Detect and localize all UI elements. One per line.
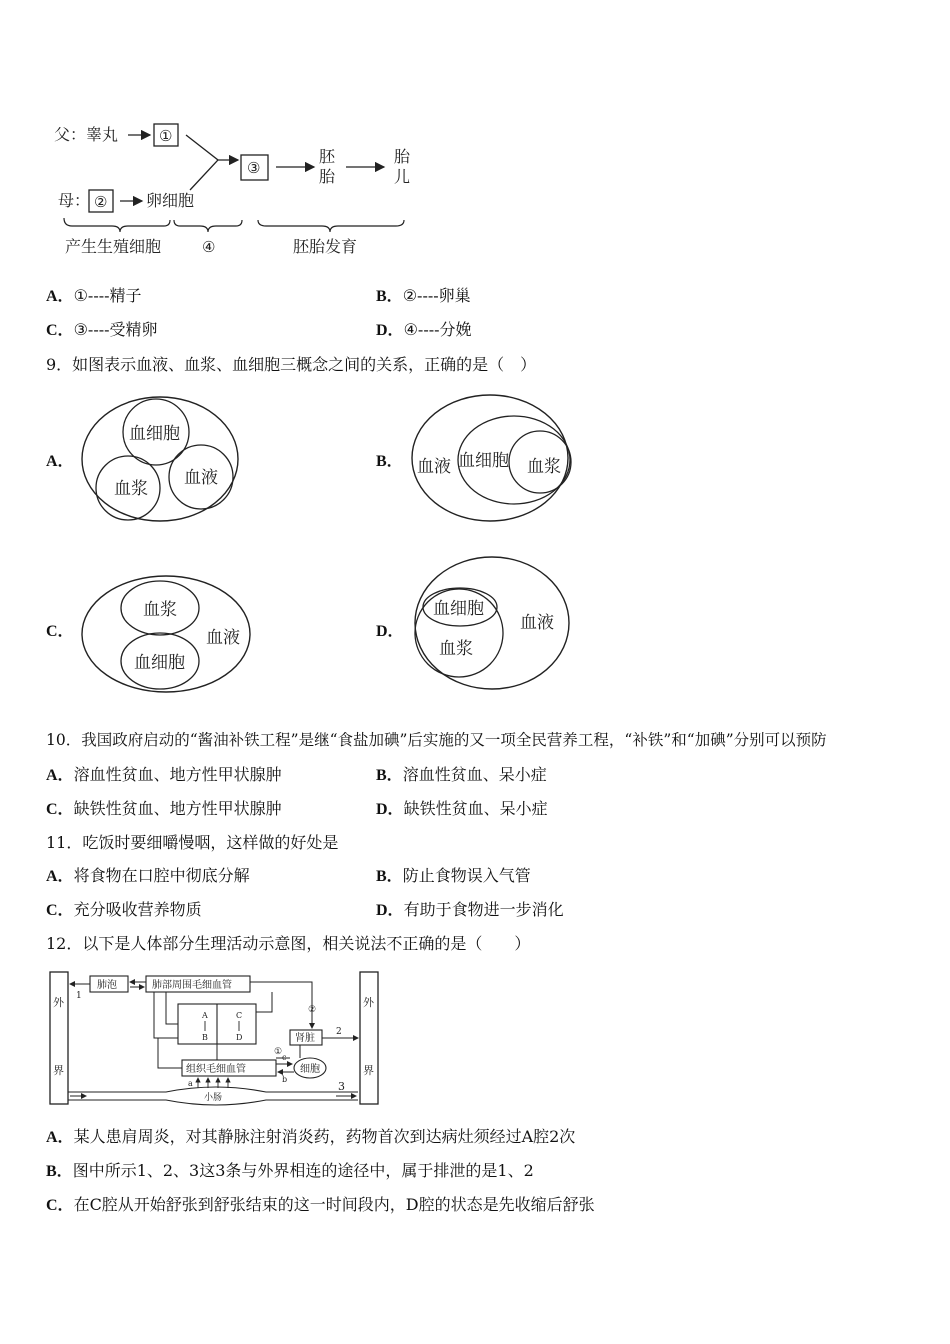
embryo-bottom: 胎 [319, 167, 336, 186]
q11-option-a[interactable]: A．将食物在口腔中彻底分解 [46, 866, 250, 885]
d-blood: 血液 [520, 613, 554, 633]
route-circle-1: ① [274, 1047, 283, 1057]
q8-option-d[interactable]: D．④----分娩 [376, 320, 472, 339]
q11-option-d[interactable]: D．有助于食物进一步消化 [376, 900, 564, 919]
q12-stem: 12．以下是人体部分生理活动示意图，相关说法不正确的是（ ） [46, 934, 531, 953]
b-blood: 血液 [417, 457, 451, 477]
chamber-d: D [236, 1033, 243, 1042]
q8-option-b[interactable]: B．②----卵巢 [376, 286, 471, 305]
d-plasma: 血浆 [439, 639, 473, 659]
brace-label-2: ④ [202, 238, 216, 256]
route-3: 3 [338, 1080, 345, 1093]
b-cells: 血细胞 [458, 451, 509, 471]
q8-option-a[interactable]: A．①----精子 [46, 286, 142, 305]
q10-option-d[interactable]: D．缺铁性贫血、呆小症 [376, 799, 548, 818]
q8-option-c[interactable]: C．③----受精卵 [46, 320, 158, 339]
b-plasma: 血浆 [527, 457, 561, 477]
box-2: ② [94, 193, 108, 211]
q12-option-b[interactable]: B．图中所示1、2、3这3条与外界相连的途径中，属于排泄的是1、2 [46, 1161, 534, 1180]
label-a: a [188, 1079, 193, 1088]
box-1: ① [159, 127, 173, 145]
c-blood: 血液 [206, 628, 240, 648]
fetus-top: 胎 [394, 147, 411, 166]
egg-label: 卵细胞 [146, 191, 195, 210]
embryo-top: 胚 [319, 147, 336, 166]
fetus-bottom: 儿 [394, 167, 411, 186]
q9-option-d-label[interactable]: D． [376, 623, 404, 640]
d-cells: 血细胞 [433, 599, 484, 619]
a-blood: 血液 [184, 468, 218, 488]
route-circle-2: ② [308, 1005, 317, 1015]
label-c: c [282, 1053, 287, 1062]
left-outside: 外 [53, 996, 64, 1009]
q9-stem: 9．如图表示血液、血浆、血细胞三概念之间的关系，正确的是（ ） [46, 355, 537, 374]
cell: 细胞 [300, 1064, 320, 1075]
chamber-a: A [202, 1011, 208, 1020]
route-2: 2 [336, 1027, 342, 1037]
brace-label-1: 产生生殖细胞 [65, 237, 162, 256]
q9-diagram-a [80, 395, 242, 525]
small-intestine: 小肠 [204, 1093, 223, 1103]
right-world: 界 [363, 1064, 374, 1077]
chamber-b: B [202, 1033, 208, 1042]
q11-option-c[interactable]: C．充分吸收营养物质 [46, 900, 202, 919]
q12-option-a[interactable]: A．某人患肩周炎，对其静脉注射消炎药，药物首次到达病灶须经过A腔2次 [46, 1127, 576, 1146]
q9-option-b-label[interactable]: B． [376, 453, 403, 470]
lung-capillaries: 肺部周围毛细血管 [152, 980, 232, 991]
box-3: ③ [247, 159, 261, 177]
q9-diagram-b [410, 392, 576, 524]
q10-option-b[interactable]: B．溶血性贫血、呆小症 [376, 765, 547, 784]
c-plasma: 血浆 [143, 600, 177, 620]
tissue-capillaries: 组织毛细血管 [186, 1064, 246, 1075]
q10-option-a[interactable]: A．溶血性贫血、地方性甲状腺肿 [46, 765, 282, 784]
c-cells: 血细胞 [134, 653, 185, 673]
q9-diagram-c [80, 574, 256, 694]
q10-stem: 10．我国政府启动的“酱油补铁工程”是继“食盐加碘”后实施的又一项全民营养工程，“补铁”和“加碘”分别可以预防 [46, 731, 827, 749]
label-b: b [282, 1075, 288, 1084]
route-1: 1 [76, 991, 82, 1001]
reproduction-diagram [40, 110, 440, 270]
chamber-c: C [236, 1011, 243, 1020]
physiology-diagram [46, 968, 382, 1108]
brace-label-3: 胚胎发育 [293, 237, 358, 256]
q11-stem: 11．吃饭时要细嚼慢咽，这样做的好处是 [46, 833, 339, 852]
alveoli: 肺泡 [97, 980, 117, 991]
q10-option-c[interactable]: C．缺铁性贫血、地方性甲状腺肿 [46, 799, 282, 818]
right-outside: 外 [363, 996, 374, 1009]
q9-option-a-label[interactable]: A． [46, 453, 74, 470]
q12-option-c[interactable]: C．在C腔从开始舒张到舒张结束的这一时间段内，D腔的状态是先收缩后舒张 [46, 1195, 595, 1214]
left-world: 界 [53, 1064, 64, 1077]
q11-option-b[interactable]: B．防止食物误入气管 [376, 866, 531, 885]
mother-label: 母： [58, 191, 91, 210]
q9-option-c-label[interactable]: C． [46, 623, 74, 640]
kidney: 肾脏 [295, 1033, 315, 1044]
q9-diagram-d [412, 553, 574, 693]
a-cells: 血细胞 [129, 424, 180, 444]
father-label: 父：睾丸 [54, 125, 119, 144]
a-plasma: 血浆 [114, 479, 148, 499]
